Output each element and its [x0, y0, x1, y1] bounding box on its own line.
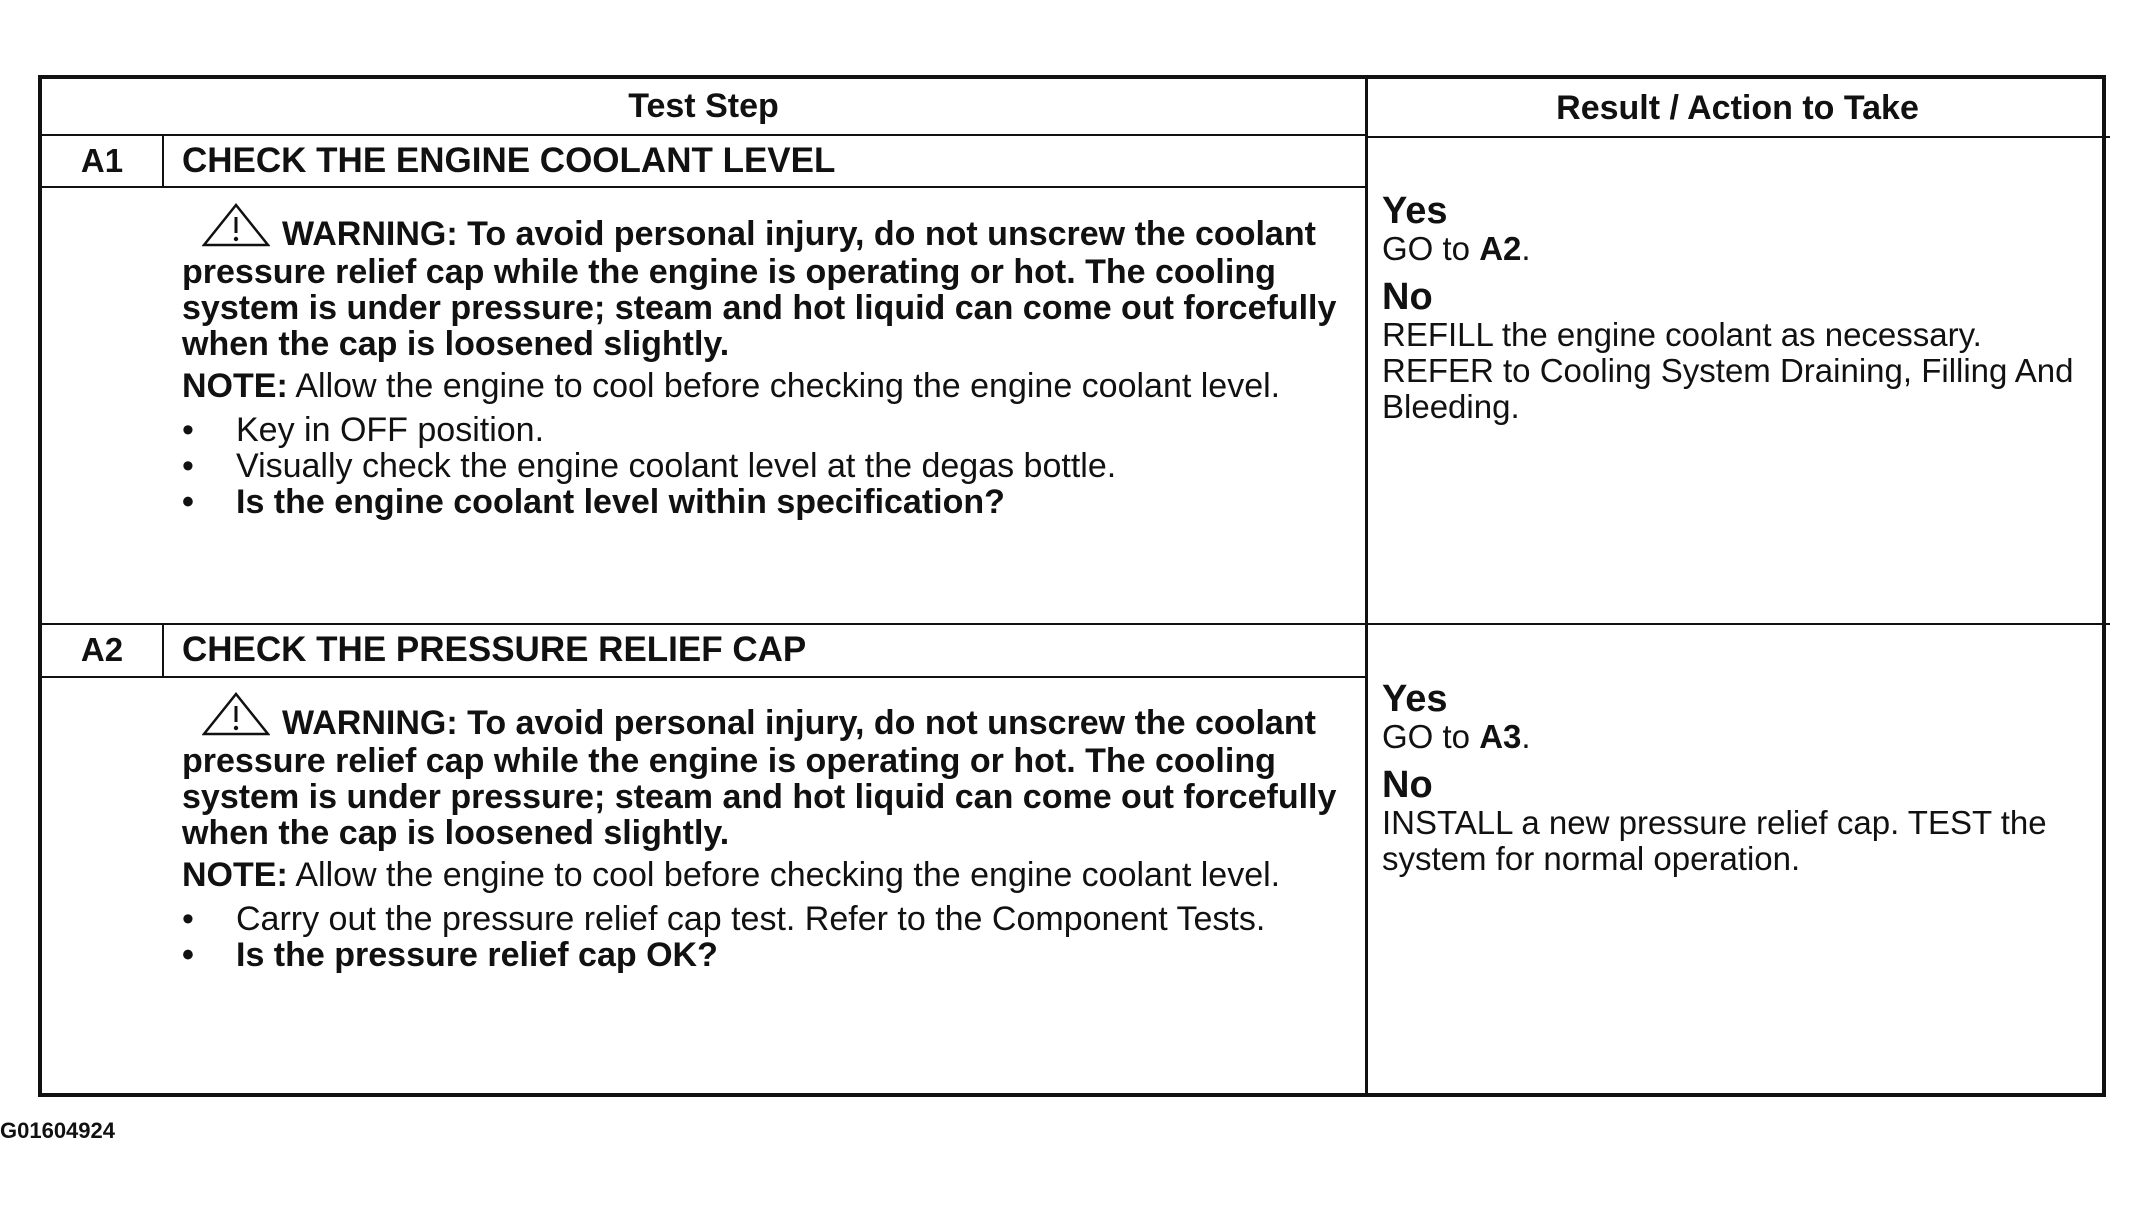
question-item: • Is the engine coolant level within specification? [182, 484, 1352, 520]
goto-target: A3 [1479, 718, 1522, 755]
question-item: • Is the pressure relief cap OK? [182, 937, 1352, 973]
note-text: Allow the engine to cool before checking the engine coolant level. [287, 856, 1281, 894]
yes-action: GO to A3. [1382, 718, 1531, 755]
note-text: Allow the engine to cool before checking the engine coolant level. [287, 367, 1281, 405]
header-result-action: Result / Action to Take [1556, 89, 1919, 127]
no-label: No [1382, 276, 1433, 318]
yes-label: Yes [1382, 678, 1448, 720]
warning-triangle-icon [202, 692, 270, 743]
note-label: NOTE: [182, 367, 288, 405]
header-divider-right [1365, 136, 2110, 138]
no-action: INSTALL a new pressure relief cap. TEST the system for normal operation. [1382, 804, 2047, 877]
list-item: • Carry out the pressure relief cap test. Refer to the Component Tests. [182, 901, 1352, 937]
yes-label: Yes [1382, 190, 1448, 232]
yes-action: GO to A2. [1382, 230, 1531, 267]
figure-id: G01604924 [0, 1118, 115, 1143]
column-divider [1365, 79, 1368, 1097]
a1-title-divider [42, 186, 1365, 188]
step-body [182, 692, 1352, 973]
step-title: CHECK THE PRESSURE RELIEF CAP [182, 630, 807, 669]
result-action [1382, 679, 2102, 887]
header-test-step: Test Step [628, 87, 779, 125]
warning-text: WARNING: To avoid personal injury, do not unscrew the coolant pressure relief cap while the engine is operating or hot. The cooling system is under pressure; steam and hot liquid can come out forcefully when the cap is loosened slightly. [182, 203, 1352, 362]
note [182, 857, 1352, 893]
list-item: • Key in OFF position. [182, 412, 1352, 448]
step-body [182, 203, 1352, 520]
id-divider-a2 [162, 624, 164, 676]
id-divider-a1 [162, 135, 164, 187]
no-action: REFILL the engine coolant as necessary. REFER to Cooling System Draining, Filling And Bleeding. [1382, 316, 2074, 425]
note-label: NOTE: [182, 856, 288, 894]
bullet-list [182, 901, 1352, 973]
a2-title-divider [42, 676, 1365, 678]
row-divider [42, 623, 2110, 625]
bullet-list [182, 412, 1352, 520]
result-action [1382, 191, 2102, 435]
warning-triangle-icon [202, 203, 270, 254]
note [182, 368, 1352, 404]
goto-target: A2 [1479, 230, 1522, 267]
step-id: A1 [80, 142, 124, 179]
step-id: A2 [80, 631, 124, 668]
list-item: • Visually check the engine coolant level at the degas bottle. [182, 448, 1352, 484]
no-label: No [1382, 764, 1433, 806]
warning-text: WARNING: To avoid personal injury, do not unscrew the coolant pressure relief cap while the engine is operating or hot. The cooling system is under pressure; steam and hot liquid can come out forcefully when the cap is loosened slightly. [182, 692, 1352, 851]
header-divider-left [42, 134, 1365, 136]
step-title: CHECK THE ENGINE COOLANT LEVEL [182, 141, 836, 180]
diagnostic-table [38, 75, 2106, 1097]
